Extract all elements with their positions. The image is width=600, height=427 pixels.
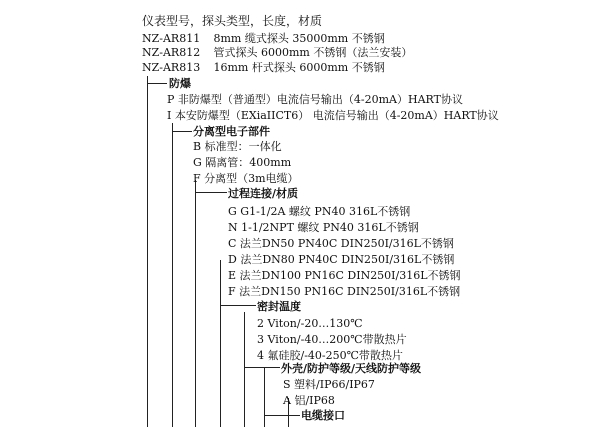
seal-option: 4 氟硅胶/-40-250℃带散热片 xyxy=(257,349,403,362)
tree-line-4 xyxy=(220,260,221,427)
tree-line-2 xyxy=(172,123,173,427)
connector-seal xyxy=(220,305,256,306)
connector-process xyxy=(195,192,227,193)
explosion-option: I 本安防爆型（EXiaIICT6） 电流信号输出（4-20mA）HART协议 xyxy=(167,109,499,122)
doc-header: 仪表型号，探头类型，长度，材质 xyxy=(142,14,323,28)
section-title-housing: 外壳/防护等级/天线防护等级 xyxy=(281,362,422,375)
connector-electronics xyxy=(172,131,192,132)
model-desc: 8mm 缆式探头 35000mm 不锈钢 xyxy=(213,32,385,45)
housing-option: S 塑料/IP66/IP67 xyxy=(283,378,375,391)
process-option: F 法兰DN150 PN16C DIN250I/316L不锈钢 xyxy=(228,285,461,298)
connector-cable xyxy=(264,415,300,416)
model-code: NZ-AR812 xyxy=(142,46,201,59)
tree-line-6 xyxy=(264,368,265,427)
tree-line-1 xyxy=(147,76,148,427)
tree-line-5 xyxy=(244,312,245,427)
connector-housing xyxy=(244,367,280,368)
electronics-option: F 分离型（3m电缆） xyxy=(193,172,299,185)
section-title-explosion: 防爆 xyxy=(169,77,191,90)
electronics-option: B 标准型：一体化 xyxy=(193,140,282,153)
seal-option: 2 Viton/-20…130℃ xyxy=(257,317,363,330)
section-title-cable: 电缆接口 xyxy=(301,409,345,422)
process-option: G G1-1/2A 螺纹 PN40 316L不锈钢 xyxy=(228,205,411,218)
section-title-electronics: 分离型电子部件 xyxy=(193,125,270,138)
process-option: E 法兰DN100 PN16C DIN250I/316L不锈钢 xyxy=(228,269,461,282)
seal-option: 3 Viton/-40…200℃带散热片 xyxy=(257,333,407,346)
model-desc: 16mm 杆式探头 6000mm 不锈钢 xyxy=(213,61,385,74)
process-option: N 1-1/2NPT 螺纹 PN40 316L不锈钢 xyxy=(228,221,419,234)
model-row xyxy=(142,61,385,75)
connector-explosion xyxy=(147,83,167,84)
housing-option: A 铝/IP68 xyxy=(283,394,335,407)
section-title-seal: 密封温度 xyxy=(257,300,301,313)
model-row xyxy=(142,32,385,46)
model-code: NZ-AR811 xyxy=(142,32,201,45)
model-row xyxy=(142,46,412,60)
process-option: D 法兰DN80 PN40C DIN250I/316L不锈钢 xyxy=(228,253,455,266)
process-option: C 法兰DN50 PN40C DIN250I/316L不锈钢 xyxy=(228,237,454,250)
section-title-process: 过程连接/材质 xyxy=(228,187,299,200)
electronics-option: G 隔离管：400mm xyxy=(193,156,292,169)
model-desc: 管式探头 6000mm 不锈钢（法兰安装） xyxy=(213,46,413,59)
explosion-option: P 非防爆型（普通型）电流信号输出（4-20mA）HART协议 xyxy=(167,93,463,106)
tree-line-3 xyxy=(195,180,196,427)
model-code: NZ-AR813 xyxy=(142,61,201,74)
